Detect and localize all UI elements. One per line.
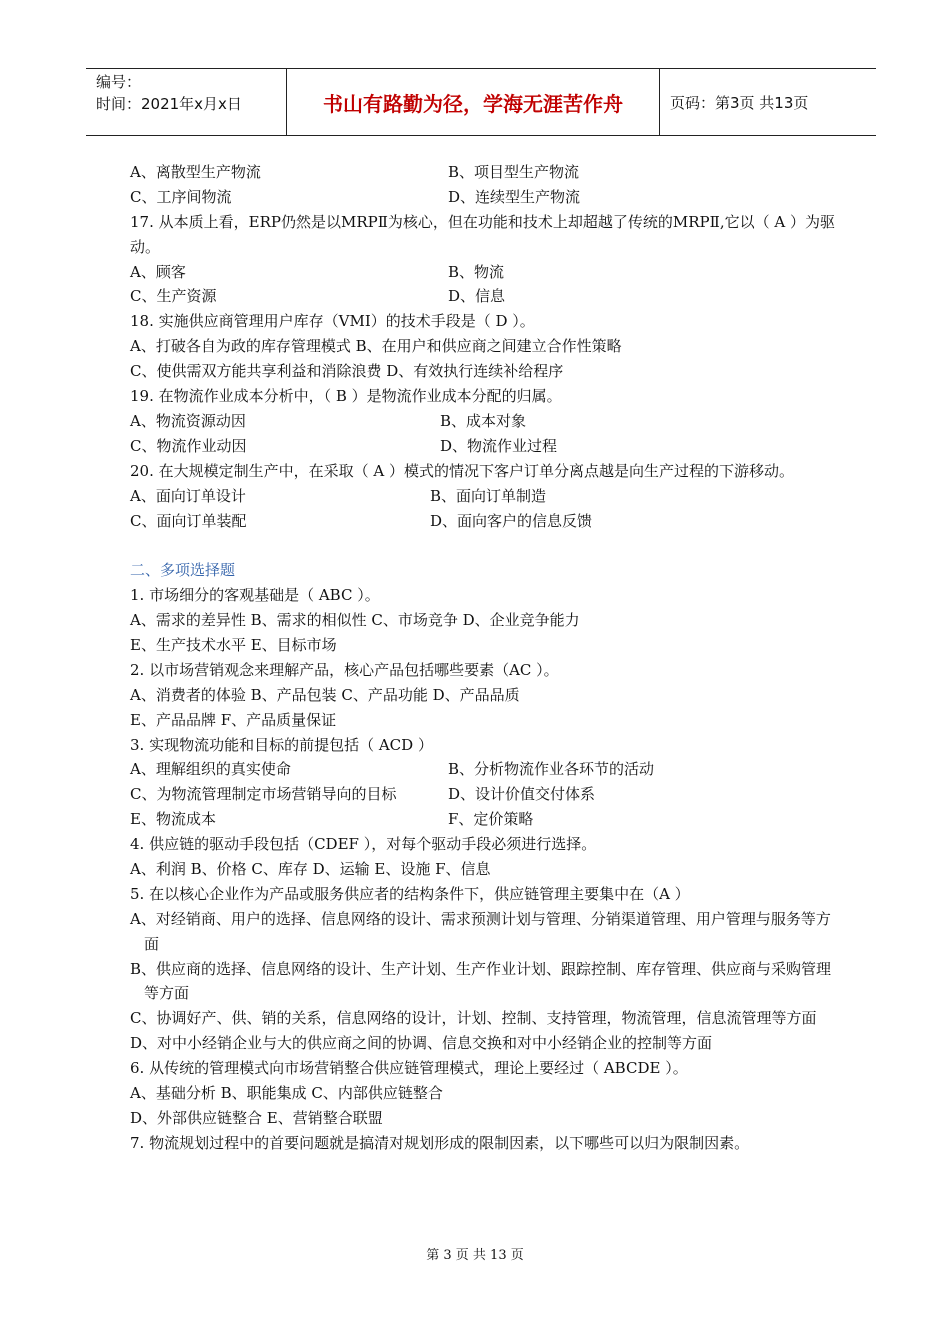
- question-m6: 6. 从传统的管理模式向市场营销整合供应链管理模式，理论上要经过（ ABCDE ）。: [130, 1059, 688, 1078]
- option-row: A、消费者的体验 B、产品包装 C、产品功能 D、产品品质: [130, 685, 520, 704]
- option: A、面向订单设计: [130, 486, 246, 505]
- option: B、项目型生产物流: [448, 163, 580, 181]
- question-m7: 7. 物流规划过程中的首要问题就是搞清对规划形成的限制因素，以下哪些可以归为限制因素。: [130, 1133, 750, 1152]
- question-17: 17. 从本质上看，ERP仍然是以MRPⅡ为核心，但在功能和技术上却超越了传统的MRPⅡ,它以（ A ）为驱动。: [130, 212, 835, 256]
- option-row: A、利润 B、价格 C、库存 D、运输 E、设施 F、信息: [130, 859, 491, 878]
- header-time: 时间：2021年x月x日: [96, 95, 242, 113]
- option-row: D、对中小经销企业与大的供应商之间的协调、信息交换和对中小经销企业的控制等方面: [130, 1034, 713, 1053]
- option: B、分析物流作业各环节的活动: [448, 760, 655, 779]
- option-row: [130, 509, 840, 534]
- option-row: [130, 757, 840, 782]
- option-row: E、生产技术水平 E、目标市场: [130, 635, 337, 654]
- option-row: C、使供需双方能共享利益和消除浪费 D、有效执行连续补给程序: [130, 362, 564, 381]
- option: E、物流成本: [130, 810, 216, 829]
- document-body: [130, 160, 840, 1156]
- option-paragraph: B、供应商的选择、信息网络的设计、生产计划、生产作业计划、跟踪控制、库存管理、供应商与采购管理等方面: [130, 959, 832, 1003]
- option: A、理解组织的真实使命: [130, 760, 291, 779]
- question-m4: 4. 供应链的驱动手段包括（CDEF ），对每个驱动手段必须进行选择。: [130, 835, 597, 854]
- option: C、为物流管理制定市场营销导向的目标: [130, 785, 397, 804]
- option: A、物流资源动因: [130, 411, 246, 430]
- question-18: 18. 实施供应商管理用户库存（VMI）的技术手段是（ D ）。: [130, 312, 535, 331]
- option: A、顾客: [130, 262, 186, 281]
- header-number: 编号：: [96, 73, 142, 91]
- option-row: A、打破各自为政的库存管理模式 B、在用户和供应商之间建立合作性策略: [130, 337, 622, 356]
- question-m2: 2. 以市场营销观念来理解产品，核心产品包括哪些要素（AC ）。: [130, 660, 559, 679]
- option: A、离散型生产物流: [130, 163, 261, 181]
- option: D、面向客户的信息反馈: [430, 511, 593, 530]
- option-row: [130, 782, 840, 807]
- header-page: 页码：第3页 共13页: [670, 93, 809, 112]
- option-row: A、需求的差异性 B、需求的相似性 C、市场竞争 D、企业竞争能力: [130, 611, 580, 630]
- option-row: [130, 434, 840, 459]
- option-row: [130, 284, 840, 309]
- option-row: [130, 160, 840, 185]
- question-20: 20. 在大规模定制生产中，在采取（ A ）模式的情况下客户订单分离点越是向生产过程的下游移动。: [130, 461, 794, 480]
- option-row: E、产品品牌 F、产品质量保证: [130, 710, 337, 729]
- option: C、工序间物流: [130, 187, 232, 206]
- page-footer: 第 3 页 共 13 页: [426, 1248, 524, 1263]
- option: D、连续型生产物流: [448, 187, 581, 206]
- option: B、物流: [448, 262, 505, 281]
- option: B、面向订单制造: [430, 486, 547, 505]
- option-row: [130, 484, 840, 509]
- option: C、面向订单装配: [130, 511, 247, 530]
- option-paragraph: C、协调好产、供、销的关系，信息网络的设计，计划、控制、支持管理，物流管理，信息流管理等方面: [130, 1009, 817, 1028]
- section-heading: 二、多项选择题: [130, 561, 236, 580]
- option: C、生产资源: [130, 287, 217, 306]
- option-row: [130, 807, 840, 832]
- question-19: 19. 在物流作业成本分析中，（ B ）是物流作业成本分配的归属。: [130, 387, 562, 406]
- page-header: [86, 68, 876, 136]
- option-row: [130, 409, 840, 434]
- option: B、成本对象: [440, 411, 527, 430]
- question-m5: 5. 在以核心企业作为产品或服务供应者的结构条件下，供应链管理主要集中在（A ）: [130, 884, 690, 903]
- spacer: [130, 533, 840, 558]
- question-m3: 3. 实现物流功能和目标的前提包括（ ACD ）: [130, 735, 433, 754]
- header-motto: 书山有路勤为径，学海无涯苦作舟: [286, 69, 660, 135]
- option-row: [130, 260, 840, 285]
- option: C、物流作业动因: [130, 436, 247, 455]
- option: D、信息: [448, 287, 506, 306]
- header-meta: [86, 69, 286, 135]
- option: D、物流作业过程: [440, 436, 558, 455]
- option: F、定价策略: [448, 810, 534, 829]
- option-row: D、外部供应链整合 E、营销整合联盟: [130, 1108, 383, 1127]
- option-row: A、基础分析 B、职能集成 C、内部供应链整合: [130, 1084, 443, 1103]
- option-paragraph: A、对经销商、用户的选择、信息网络的设计、需求预测计划与管理、分销渠道管理、用户管理与服务等方面: [130, 909, 831, 953]
- option: D、设计价值交付体系: [448, 785, 596, 804]
- option-row: [130, 185, 840, 210]
- question-m1: 1. 市场细分的客观基础是（ ABC ）。: [130, 586, 380, 605]
